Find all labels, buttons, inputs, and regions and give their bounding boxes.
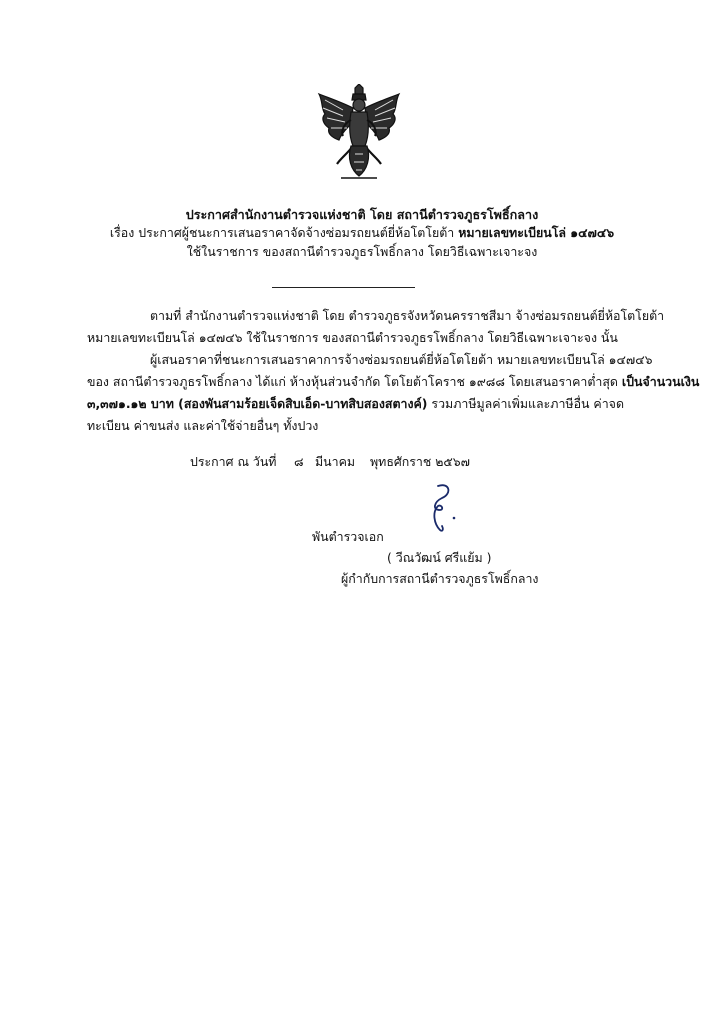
document-title: ประกาศสำนักงานตำรวจแห่งชาติ โดย สถานีตำรวจภูธรโพธิ์กลาง	[185, 207, 539, 222]
signer-rank: พันตำรวจเอก	[312, 529, 384, 544]
para2-line2	[87, 373, 699, 391]
para2-line3-text: รวมภาษีมูลค่าเพิ่มและภาษีอื่น ค่าจด	[427, 396, 624, 411]
announce-month: มีนาคม	[315, 454, 356, 469]
para2-line4: ทะเบียน ค่าขนส่ง และค่าใช้จ่ายอื่นๆ ทั้งปวง	[87, 418, 319, 433]
title-divider	[272, 287, 415, 288]
subject-line	[0, 224, 724, 242]
subject-prefix: เรื่อง ประกาศผู้ชนะการเสนอราคาจัดจ้างซ่อมรถยนต์ยี่ห้อโตโยต้า	[109, 225, 459, 240]
para2-line2-text: ของ สถานีตำรวจภูธรโพธิ์กลาง ได้แก่ ห้างหุ้นส่วนจำกัด โตโยต้าโคราช ๑๙๘๘ โดยเสนอราคาต่ำสุด	[87, 374, 622, 389]
announce-label: ประกาศ ณ วันที่	[190, 454, 277, 469]
subject-line-2: ใช้ในราชการ ของสถานีตำรวจภูธรโพธิ์กลาง โดยวิธีเฉพาะเจาะจง	[186, 244, 538, 259]
para1-line2: หมายเลขทะเบียนโล่ ๑๔๗๔๖ ใช้ในราชการ ของสถานีตำรวจภูธรโพธิ์กลาง โดยวิธีเฉพาะเจาะจง นั้น	[87, 330, 618, 345]
announce-day: ๘	[294, 454, 304, 469]
signer-name: ( วีณวัฒน์ ศรีแย้ม )	[387, 550, 492, 565]
para2-amount-label: เป็นจำนวนเงิน	[621, 374, 700, 389]
handwritten-signature	[420, 480, 470, 536]
para2-line3	[87, 395, 624, 413]
announce-era: พุทธศักราช ๒๕๖๗	[370, 454, 470, 469]
para2-amount: ๓,๓๗๑.๑๒ บาท (สองพันสามร้อยเจ็ดสิบเอ็ด-บาทสิบสองสตางค์)	[87, 396, 428, 411]
garuda-emblem-icon	[311, 84, 407, 184]
para2-line1: ผู้เสนอราคาที่ชนะการเสนอราคาการจ้างซ่อมรถยนต์ยี่ห้อโตโยต้า หมายเลขทะเบียนโล่ ๑๔๗๔๖	[150, 352, 653, 367]
signer-position: ผู้กำกับการสถานีตำรวจภูธรโพธิ์กลาง	[341, 571, 539, 586]
subject-plate-number: หมายเลขทะเบียนโล่ ๑๔๗๔๖	[458, 225, 615, 240]
para1-line1: ตามที่ สำนักงานตำรวจแห่งชาติ โดย ตำรวจภูธรจังหวัดนครราชสีมา จ้างซ่อมรถยนต์ยี่ห้อโตโยต้า	[150, 308, 665, 323]
